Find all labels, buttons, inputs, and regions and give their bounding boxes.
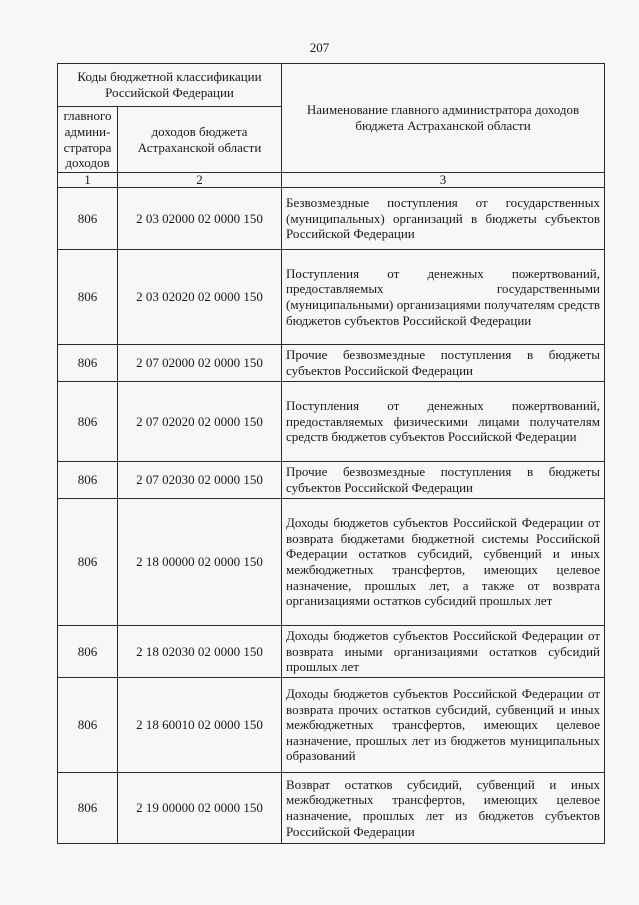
income-name-cell: Прочие безвозмездные поступления в бюджеты субъектов Российской Федерации (282, 462, 605, 499)
income-code-cell: 2 07 02030 02 0000 150 (118, 462, 282, 499)
income-code-cell: 2 03 02020 02 0000 150 (118, 250, 282, 345)
admin-code-cell: 806 (58, 462, 118, 499)
income-code-cell: 2 07 02000 02 0000 150 (118, 345, 282, 382)
table-row (58, 678, 605, 773)
column-number-row (58, 173, 605, 188)
table-row (58, 345, 605, 382)
header-administrator-name: Наименование главного администратора доходов бюджета Астраханской области (282, 64, 605, 173)
page-number: 207 (309, 40, 330, 55)
table-row (58, 188, 605, 250)
admin-code-cell: 806 (58, 773, 118, 844)
income-name-cell: Возврат остатков субсидий, субвенций и иных межбюджетных трансфертов, имеющих целевое назначение, прошлых лет из бюджетов субъектов Российской Федерации (282, 773, 605, 844)
income-name-cell: Доходы бюджетов субъектов Российской Федерации от возврата бюджетами бюджетной системы Российской Федерации остатков субсидий, субвенций и иных межбюджетных трансфертов, имеющих целевое назначение, прошлых лет, а также от возврата организациями остатков субсидий прошлых лет (282, 499, 605, 626)
admin-code-cell: 806 (58, 626, 118, 678)
column-number: 1 (58, 173, 118, 188)
column-number: 2 (118, 173, 282, 188)
income-name-cell: Прочие безвозмездные поступления в бюджеты субъектов Российской Федерации (282, 345, 605, 382)
income-code-cell: 2 18 60010 02 0000 150 (118, 678, 282, 773)
income-code-cell: 2 07 02020 02 0000 150 (118, 382, 282, 462)
table-row (58, 382, 605, 462)
table-row (58, 773, 605, 844)
header-codes-group: Коды бюджетной классификации Российской Федерации (58, 64, 282, 107)
admin-code-cell: 806 (58, 382, 118, 462)
header-chief-administrator: главного админи-стратора доходов (58, 107, 118, 173)
admin-code-cell: 806 (58, 499, 118, 626)
header-budget-income: доходов бюджета Астраханской области (118, 107, 282, 173)
income-name-cell: Поступления от денежных пожертвований, предоставляемых государственными (муниципальными) организациями получателям средств бюджетов субъектов Российской Федерации (282, 250, 605, 345)
income-code-cell: 2 03 02000 02 0000 150 (118, 188, 282, 250)
income-code-cell: 2 18 02030 02 0000 150 (118, 626, 282, 678)
admin-code-cell: 806 (58, 188, 118, 250)
income-code-cell: 2 19 00000 02 0000 150 (118, 773, 282, 844)
income-name-cell: Безвозмездные поступления от государственных (муниципальных) организаций в бюджеты субъектов Российской Федерации (282, 188, 605, 250)
admin-code-cell: 806 (58, 250, 118, 345)
table-row (58, 250, 605, 345)
admin-code-cell: 806 (58, 678, 118, 773)
admin-code-cell: 806 (58, 345, 118, 382)
income-code-cell: 2 18 00000 02 0000 150 (118, 499, 282, 626)
column-number: 3 (282, 173, 605, 188)
table-body (58, 188, 605, 844)
table-row (58, 462, 605, 499)
income-name-cell: Доходы бюджетов субъектов Российской Федерации от возврата иными организациями остатков субсидий прошлых лет (282, 626, 605, 678)
table-row (58, 499, 605, 626)
table-row (58, 626, 605, 678)
income-name-cell: Доходы бюджетов субъектов Российской Федерации от возврата прочих остатков субсидий, субвенций и иных межбюджетных трансфертов, имеющих целевое назначение, прошлых лет из бюджетов муниципальных образований (282, 678, 605, 773)
budget-classification-table (57, 63, 605, 844)
income-name-cell: Поступления от денежных пожертвований, предоставляемых физическими лицами получателям средств бюджетов субъектов Российской Федерации (282, 382, 605, 462)
